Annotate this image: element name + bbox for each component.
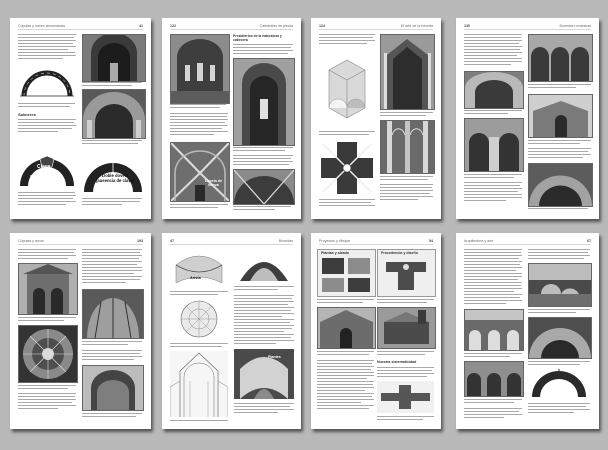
photo-arcade-arches <box>528 34 593 82</box>
voussoir-diagram <box>18 136 76 188</box>
photo-ribbed-dome <box>82 289 144 339</box>
photo-romanesque-facade <box>317 307 376 349</box>
groin-vault-diagram <box>170 249 228 287</box>
page-4 <box>456 18 599 219</box>
running-head: El arte de la bóveda <box>401 23 433 28</box>
arch-stress-diagram <box>528 369 590 399</box>
subheading: Presbiterios de la naturaleza y cabecera <box>233 34 282 42</box>
figure-heading: Plantas y alzado <box>321 251 349 255</box>
photo-church-exterior <box>528 94 593 138</box>
page-number: 130 <box>464 23 470 28</box>
photo-vault-ceiling <box>233 169 295 205</box>
page-2 <box>162 18 301 219</box>
photo-rib-vault <box>170 142 230 202</box>
photo-dome-section <box>82 365 144 411</box>
photo-aqueduct-arches <box>464 309 524 351</box>
photo-portico <box>464 361 524 397</box>
running-head: Cúpulas y naves abovedadas <box>18 23 66 28</box>
dome-model-render <box>234 249 294 283</box>
running-header <box>170 22 293 30</box>
page-5 <box>10 233 151 429</box>
running-head: Catedrales de piedra <box>259 23 293 28</box>
plan-elevation-diagram <box>317 249 376 297</box>
photo-church-aerial <box>377 307 436 349</box>
dome-plan-diagram <box>170 299 228 339</box>
photo-column-arch <box>82 89 146 139</box>
page-number: 67 <box>587 238 591 243</box>
springer-label: Salmeres <box>30 175 53 181</box>
running-header <box>464 22 591 30</box>
page-8 <box>456 233 599 429</box>
page-number: 54 <box>429 238 433 243</box>
running-head: Arquitectura y arte <box>464 238 494 243</box>
running-header <box>464 237 591 245</box>
photo-brick-tower <box>18 263 78 315</box>
running-head: Cúpulas y arcos <box>18 238 44 243</box>
page-number: 122 <box>170 23 176 28</box>
photo-barrel-vault <box>464 71 524 109</box>
force-label: Dovela de fuerza <box>205 179 222 187</box>
running-header <box>170 237 293 245</box>
double-voussoir-diagram <box>82 148 144 194</box>
arista-label: Arista <box>190 276 201 280</box>
pendentive-diagram <box>234 349 294 399</box>
subheading: Salmeres <box>18 112 36 117</box>
cross-vault-3d-diagram <box>319 50 375 128</box>
subheading: Nuestra sistematicidad <box>377 360 417 364</box>
arch-diagram <box>18 62 76 100</box>
figure-heading: Procedencia y diseño <box>381 251 418 255</box>
page-number: 47 <box>170 238 174 243</box>
page-7 <box>311 233 441 429</box>
page-6 <box>162 233 301 429</box>
running-head: Proyectos y dibujos <box>319 238 351 243</box>
photo-gothic-columns <box>380 120 435 174</box>
keystone-label: Clave <box>37 164 51 170</box>
plantes-label: Plantes <box>268 355 281 359</box>
page-number: 193 <box>137 238 143 243</box>
cross-plan-diagram <box>377 381 434 413</box>
photo-bridge <box>528 263 592 307</box>
church-plan-diagram <box>377 249 436 297</box>
photo-nave-arch <box>82 34 146 82</box>
page-number: 41 <box>139 23 143 28</box>
page-1 <box>10 18 151 219</box>
running-header <box>18 22 143 30</box>
running-header <box>319 22 433 30</box>
photo-cloister <box>464 118 524 172</box>
page-3 <box>311 18 441 219</box>
voussoir-label: Dovela <box>102 152 119 158</box>
photo-dome-interior <box>18 325 78 383</box>
photo-vaulted-room <box>528 317 592 359</box>
running-head: Bóvedas <box>279 238 293 243</box>
cathedral-section-drawing <box>170 351 228 417</box>
page-number: 124 <box>319 23 325 28</box>
double-voussoir-label: Doble dovela (ausencia de clave) <box>96 173 135 183</box>
photo-apse-interior <box>170 34 230 104</box>
photo-crypt <box>528 163 593 207</box>
running-head: Bóvedas románicas <box>559 23 591 28</box>
photo-chancel <box>233 58 295 146</box>
vault-plan-diagram <box>319 140 375 196</box>
running-header <box>319 237 433 245</box>
photo-gothic-nave <box>380 34 435 110</box>
running-header <box>18 237 143 245</box>
